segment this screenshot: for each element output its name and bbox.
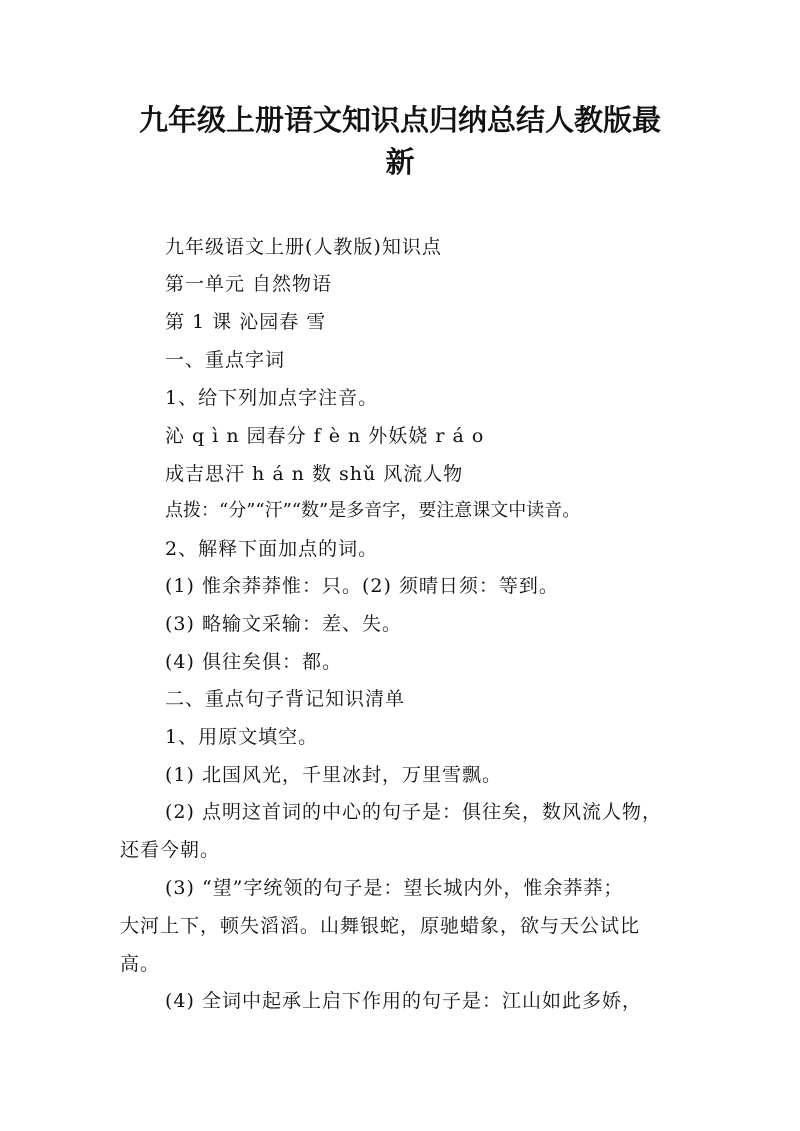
text-line-14: 1、用原文填空。 xyxy=(165,726,319,748)
text-line-12: (4) 俱往矣俱：都。 xyxy=(165,651,342,673)
document-title-line-2: 新 xyxy=(385,145,415,179)
text-line-11: (3) 略输文采输：差、失。 xyxy=(165,613,402,635)
text-line-1: 九年级语文上册(人教版)知识点 xyxy=(165,236,442,258)
document-title-line-1: 九年级上册语文知识点归纳总结人教版最 xyxy=(138,103,661,137)
text-line-20: 高。 xyxy=(120,953,161,975)
text-line-16: (2) 点明这首词的中心的句子是：俱往矣，数风流人物， xyxy=(165,801,662,823)
text-line-18: (3) “望”字统领的句子是：望长城内外，惟余莽莽； xyxy=(165,877,624,899)
text-line-10: (1) 惟余莽莽惟：只。(2) 须晴日须：等到。 xyxy=(165,575,559,597)
text-line-4: 一、重点字词 xyxy=(165,349,286,371)
text-line-3: 第 1 课 沁园春 雪 xyxy=(165,311,327,333)
text-line-15: (1) 北国风光，千里冰封，万里雪飘。 xyxy=(165,764,502,786)
text-line-19: 大河上下，顿失滔滔。山舞银蛇，原驰蜡象，欲与天公试比 xyxy=(120,915,641,937)
text-line-5: 1、给下列加点字注音。 xyxy=(165,387,379,409)
text-line-7: 成吉思汗 h á n 数 shǔ 风流人物 xyxy=(165,463,464,485)
text-line-9: 2、解释下面加点的词。 xyxy=(165,538,379,560)
text-line-6: 沁 q ì n 园春分 f è n 外妖娆 r á o xyxy=(165,425,485,447)
text-line-17: 还看今朝。 xyxy=(120,839,221,861)
text-line-8: 点拨：“分”“汗”“数”是多音字，要注意课文中读音。 xyxy=(165,500,581,521)
text-line-13: 二、重点句子背记知识清单 xyxy=(165,688,406,710)
text-line-2: 第一单元 自然物语 xyxy=(165,273,333,295)
text-line-21: (4) 全词中起承上启下作用的句子是：江山如此多娇， xyxy=(165,990,642,1012)
